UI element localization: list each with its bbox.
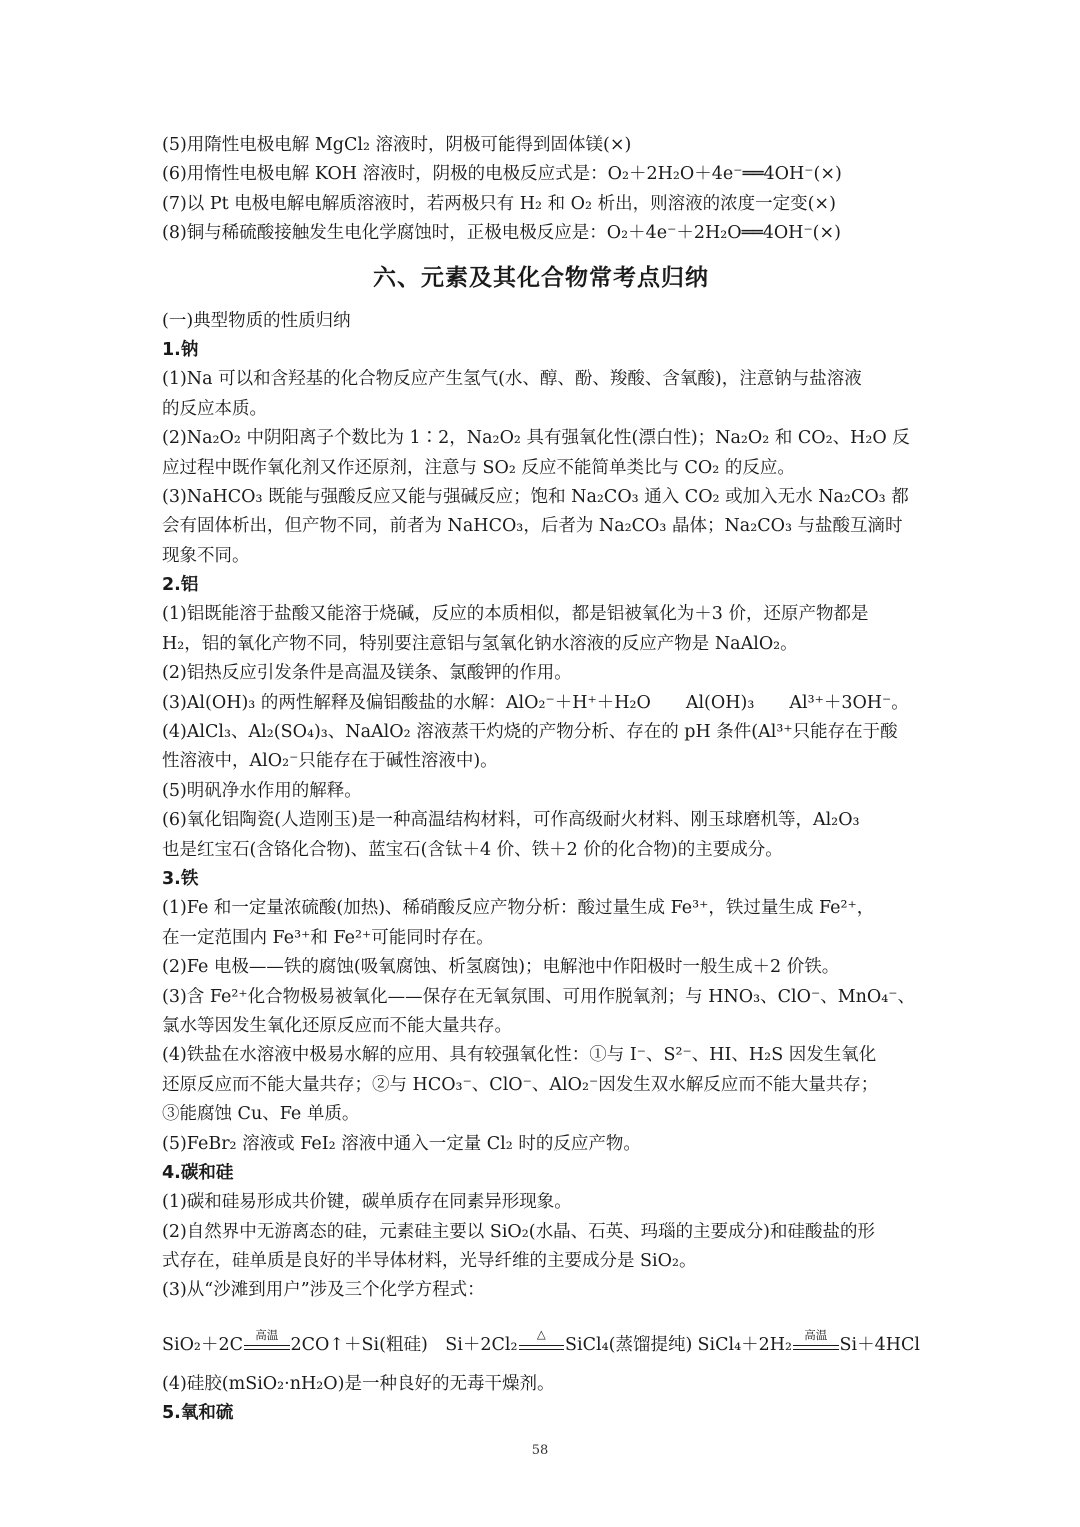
double-line-icon [793,1345,839,1350]
equation-right: SiCl₄(蒸馏提纯) [565,1334,693,1355]
text-line: (6)氧化铝陶瓷(人造刚玉)是一种高温结构材料，可作高级耐火材料、刚玉球磨机等，Al₂O₃ [162,810,860,831]
equation-arrow [519,1326,565,1356]
equation-right: Si＋4HCl [839,1334,921,1355]
reaction-condition: △ [536,1326,546,1341]
text-line: (7)以 Pt 电极电解电解质溶液时，若两极只有 H₂ 和 O₂ 析出，则溶液的浓度一定变(×) [162,193,836,214]
text-line: (2)Fe 电极——铁的腐蚀(吸氧腐蚀、析氢腐蚀)；电解池中作阳极时一般生成＋2 价铁。 [162,957,840,978]
text-line: 氯水等因发生氧化还原反应而不能大量共存。 [162,1015,512,1036]
equation-arrow [244,1327,290,1356]
subsection-heading: 4.碳和硅 [162,1162,234,1183]
subsection-heading: 5.氧和硫 [162,1403,234,1424]
page-content [162,131,920,1429]
text-line: 会有固体析出，但产物不同，前者为 NaHCO₃，后者为 Na₂CO₃ 晶体；Na₂CO₃ 与盐酸互滴时 [162,516,903,537]
equation-arrow [793,1327,839,1356]
text-line: (2)Na₂O₂ 中阴阳离子个数比为 1∶2，Na₂O₂ 具有强氧化性(漂白性)；Na₂O₂ 和 CO₂、H₂O 反 [162,428,910,449]
section-title: 六、元素及其化合物常考点归纳 [373,264,709,291]
text-line: 现象不同。 [162,545,250,566]
text-line: 也是红宝石(含铬化合物)、蓝宝石(含钛＋4 价、铁＋2 价的化合物)的主要成分。 [162,839,783,860]
equation-right: 2CO↑＋Si(粗硅) [290,1334,428,1355]
text-line: (1)Na 可以和含羟基的化合物反应产生氢气(水、醇、酚、羧酸、含氧酸)，注意钠与盐溶液 [162,369,862,390]
text-line: 式存在，硅单质是良好的半导体材料，光导纤维的主要成分是 SiO₂。 [162,1251,697,1272]
text-line: (5)明矾净水作用的解释。 [162,780,362,801]
text-line: (2)自然界中无游离态的硅，元素硅主要以 SiO₂(水晶、石英、玛瑙的主要成分)和硅酸盐的形 [162,1221,875,1242]
text-line: (5)用隋性电极电解 MgCl₂ 溶液时，阴极可能得到固体镁(×) [162,135,632,155]
text-line: (2)铝热反应引发条件是高温及镁条、氯酸钾的作用。 [162,663,572,684]
text-line: 还原反应而不能大量共存；②与 HCO₃⁻、ClO⁻、AlO₂⁻因发生双水解反应而不能大量共存； [162,1074,879,1095]
text-line: (一)典型物质的性质归纳 [162,310,351,331]
subsection-heading: 2.铝 [162,575,199,596]
reaction-condition: 高温 [804,1327,828,1342]
reaction-condition: 高温 [255,1327,279,1342]
text-line: (3)NaHCO₃ 既能与强酸反应又能与强碱反应；饱和 Na₂CO₃ 通入 CO₂ 或加入无水 Na₂CO₃ 都 [162,486,909,507]
subsection-heading: 1.钠 [162,339,199,360]
text-line: 在一定范围内 Fe³⁺和 Fe²⁺可能同时存在。 [162,927,494,948]
body-text [162,307,920,1306]
equation-left: Si＋2Cl₂ [445,1334,518,1355]
text-line: 的反应本质。 [162,398,267,419]
text-line: H₂，铝的氧化产物不同，特别要注意铝与氢氧化钠水溶液的反应产物是 NaAlO₂。 [162,633,798,654]
text-line: (4)AlCl₃、Al₂(SO₄)₃、NaAlO₂ 溶液蒸干灼烧的产物分析、存在的 pH 条件(Al³⁺只能存在于酸 [162,722,898,743]
text-line: 性溶液中，AlO₂⁻只能存在于碱性溶液中)。 [162,751,498,772]
double-line-icon [519,1345,565,1350]
page-number: 58 [531,1443,549,1458]
double-line-icon [244,1345,290,1350]
text-line: (8)铜与稀硫酸接触发生电化学腐蚀时，正极电极反应是：O₂＋4e⁻＋2H₂O══4OH⁻(×) [162,223,842,244]
text-line: 应过程中既作氧化剂又作还原剂，注意与 SO₂ 反应不能简单类比与 CO₂ 的反应。 [162,457,795,478]
text-line: (5)FeBr₂ 溶液或 FeI₂ 溶液中通入一定量 Cl₂ 时的反应产物。 [162,1133,641,1154]
text-line: (1)碳和硅易形成共价键，碳单质存在同素异形现象。 [162,1192,572,1213]
equation-row [162,1306,920,1364]
text-line: ③能腐蚀 Cu、Fe 单质。 [162,1104,360,1125]
text-line: (1)Fe 和一定量浓硫酸(加热)、稀硝酸反应产物分析：酸过量生成 Fe³⁺，铁过量生成 Fe²⁺， [162,898,875,919]
text-line: (3)从“沙滩到用户”涉及三个化学方程式： [162,1280,485,1301]
equation-left: SiCl₄＋2H₂ [697,1334,793,1355]
text-line: (4)硅胶(mSiO₂·nH₂O)是一种良好的无毒干燥剂。 [162,1373,555,1394]
subsection-heading: 3.铁 [162,868,199,889]
text-line: (4)铁盐在水溶液中极易水解的应用、具有较强氧化性：①与 I⁻、S²⁻、HI、H₂S 因发生氧化 [162,1045,877,1066]
text-line: (3)含 Fe²⁺化合物极易被氧化——保存在无氧氛围、可用作脱氧剂；与 HNO₃、ClO⁻、MnO₄⁻、 [162,986,916,1007]
equation-left: SiO₂＋2C [162,1334,243,1355]
text-line: (6)用惰性电极电解 KOH 溶液时，阴极的电极反应式是：O₂＋2H₂O＋4e⁻══4OH⁻(×) [162,164,842,185]
text-line: (3)Al(OH)₃ 的两性解释及偏铝酸盐的水解：AlO₂⁻＋H⁺＋H₂O Al(OH)₃ Al³⁺＋3OH⁻。 [162,692,909,713]
text-line: (1)铝既能溶于盐酸又能溶于烧碱，反应的本质相似，都是铝被氧化为＋3 价，还原产物都是 [162,604,869,625]
